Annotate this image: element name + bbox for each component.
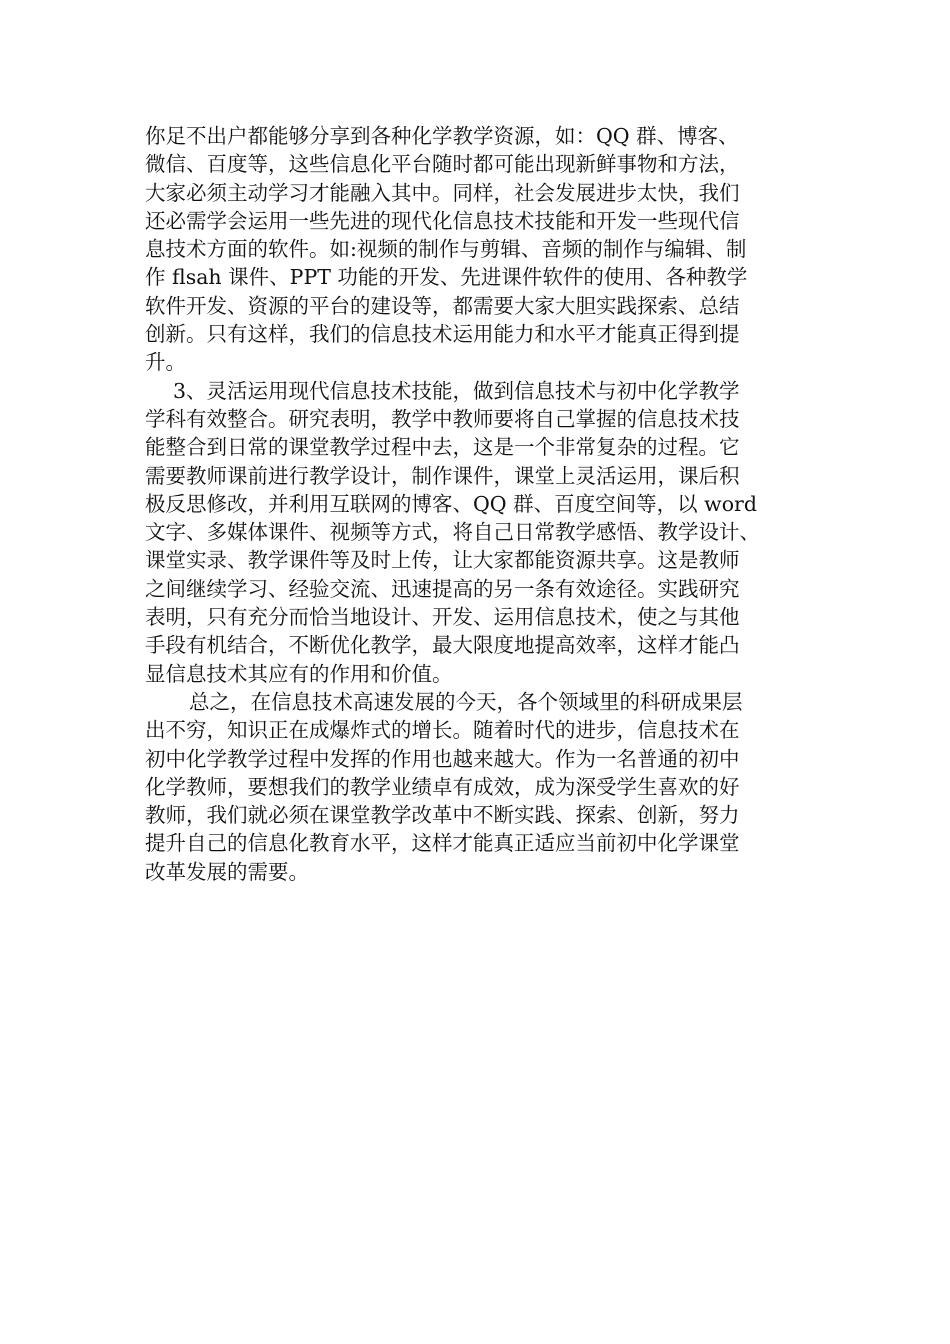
text-line: 微信、百度等，这些信息化平台随时都可能出现新鲜事物和方法， (145, 152, 740, 177)
text-line: 课堂实录、教学课件等及时上传，让大家都能资源共享。这是教师 (145, 548, 740, 573)
text-line: 大家必须主动学习才能融入其中。同样，社会发展进步太快，我们 (145, 180, 740, 205)
text-line: 升。 (145, 350, 186, 375)
paragraph-conclusion (145, 688, 810, 886)
text-line: 化学教师，要想我们的教学业绩卓有成效，成为深受学生喜欢的好 (145, 774, 740, 799)
paragraph-integration (145, 377, 810, 688)
text-line: 极反思修改，并利用互联网的博客、QQ 群、百度空间等，以 word (145, 491, 757, 516)
text-line: 作 flsah 课件、PPT 功能的开发、先进课件软件的使用、各种教学 (145, 265, 748, 290)
text-line: 还必需学会运用一些先进的现代化信息技术技能和开发一些现代信 (145, 208, 740, 233)
text-line: 文字、多媒体课件、视频等方式，将自己日常教学感悟、教学设计、 (145, 520, 760, 545)
text-line: 教师，我们就必须在课堂教学改革中不断实践、探索、创新，努力 (145, 803, 740, 828)
document-body (145, 122, 810, 886)
text-line: 初中化学教学过程中发挥的作用也越来越大。作为一名普通的初中 (145, 746, 740, 771)
text-line: 能整合到日常的课堂教学过程中去，这是一个非常复杂的过程。它 (145, 435, 740, 460)
text-line: 表明，只有充分而恰当地设计、开发、运用信息技术，使之与其他 (145, 605, 740, 630)
text-line: 出不穷，知识正在成爆炸式的增长。随着时代的进步，信息技术在 (145, 718, 740, 743)
text-line: 学科有效整合。研究表明，教学中教师要将自己掌握的信息技术技 (145, 406, 740, 431)
text-line: 总之，在信息技术高速发展的今天，各个领域里的科研成果层 (189, 689, 743, 714)
text-line: 软件开发、资源的平台的建设等，都需要大家大胆实践探索、总结 (145, 293, 740, 318)
text-line: 改革发展的需要。 (145, 859, 309, 884)
text-line: 显信息技术其应有的作用和价值。 (145, 661, 453, 686)
text-line: 你足不出户都能够分享到各种化学教学资源，如：QQ 群、博客、 (145, 124, 739, 148)
text-line: 息技术方面的软件。如:视频的制作与剪辑、音频的制作与编辑、制 (145, 237, 747, 262)
text-line: 手段有机结合，不断优化教学，最大限度地提高效率，这样才能凸 (145, 633, 740, 658)
text-line: 之间继续学习、经验交流、迅速提高的另一条有效途径。实践研究 (145, 576, 740, 601)
paragraph-resources (145, 122, 810, 377)
text-line: 提升自己的信息化教育水平，这样才能真正适应当前初中化学课堂 (145, 831, 740, 856)
text-line: 3、灵活运用现代信息技术技能，做到信息技术与初中化学教学 (173, 378, 740, 403)
text-line: 创新。只有这样，我们的信息技术运用能力和水平才能真正得到提 (145, 322, 740, 347)
text-line: 需要教师课前进行教学设计，制作课件，课堂上灵活运用，课后积 (145, 463, 740, 488)
